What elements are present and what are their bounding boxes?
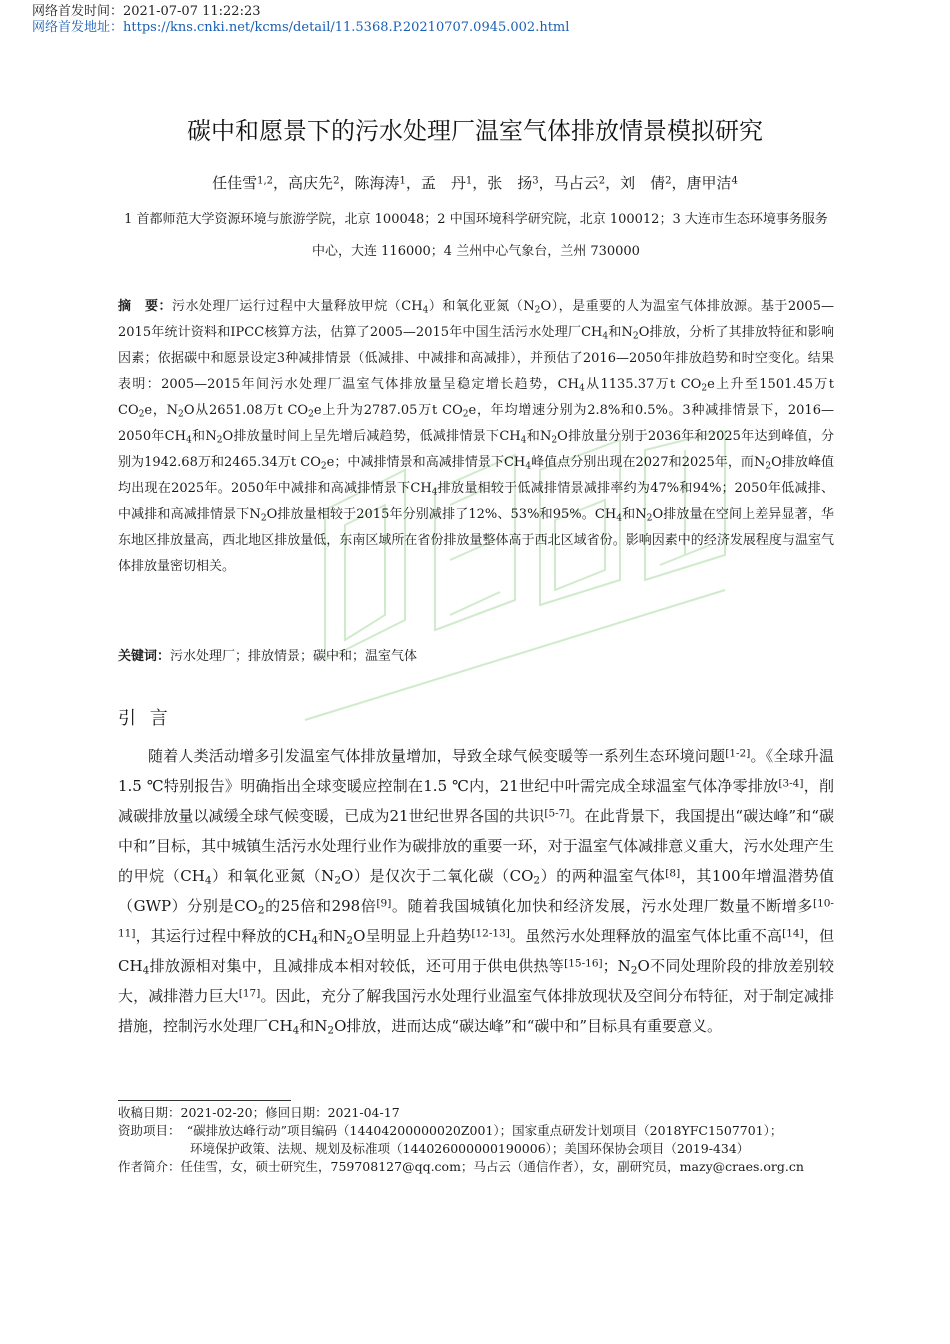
author-separator: ， [405, 174, 421, 192]
author-affiliation-mark: 1 [399, 175, 406, 187]
footnote-dates: 收稿日期：2021-02-20；修回日期：2021-04-17 [118, 1105, 400, 1120]
author-affiliation-mark: 2 [665, 175, 672, 187]
footnote-funding-cont: 环境保护政策、法规、规划及标准项（144026000000190006）；美国环保协会项目（2019-434） [190, 1141, 750, 1156]
publish-url-link[interactable]: https://kns.cnki.net/kcms/detail/11.5368.P.20210707.0945.002.html [123, 20, 570, 35]
author-affiliation-mark: 1 [465, 175, 473, 187]
keywords-label: 关键词： [118, 649, 171, 664]
author-affiliation-mark: 2 [333, 175, 340, 187]
author-name: 陈海涛 [354, 174, 400, 192]
author-separator: ， [273, 174, 289, 192]
footnotes [118, 1104, 834, 1176]
author-separator: ， [605, 174, 621, 192]
footnote-divider [118, 1100, 291, 1101]
footnote-author-bio: 作者简介：任佳雪，女，硕士研究生，759708127@qq.com；马占云（通信作者），女，副研究员，mazy@craes.org.cn [118, 1159, 804, 1174]
author-affiliation-mark: 4 [731, 175, 738, 187]
publish-url[interactable] [32, 20, 569, 36]
author-affiliation-mark: 2 [598, 175, 606, 187]
abstract-text: 污水处理厂运行过程中大量释放甲烷$(CH_4)$和氧化亚氮$(N_2O)$，是重要的人为温室气体排放源。基于2005—2015年统计资料和IPCC核算方法，估算了2005—2015年中国生活污水处理厂$CH_4$和$N_2O$排放，分析了其排放特征和影响因素；依据碳中和愿景设定3种减排情景（低减排、中减排和高减排），并预估了2016—2050年排放趋势和时空变化。结果表明：2005—2015年间污水处理厂温室气体排放量呈稳定增长趋势，$CH_4$从1135.37万t $CO_2e$上升至1501.45万t $CO_2e$，$N_2O$从2651.08万t $CO_2e$上升为2787.05万t $CO_2e$，年均增速分别为2.8%和0.5%。3种减排情景下，2016—2050年$CH_4$和$N_2O$排放量时间上呈先增后减趋势，低减排情景下$CH_4$和$N_2O$排放量分别于2036年和2025年达到峰值，分别为1942.68万和2465.34万t $CO_2e$；中减排情景和高减排情景下$CH_4$峰值点分别出现在2027和2025年，而$N_2O$排放峰值均出现在2025年。2050年中减排和高减排情景下$CH_4$排放量相较于低减排情景减排率约为47%和94%；2050年低减排、中减排和高减排情景下$N_2O$排放量相较于2015年分别减排了12%、53%和95%。$CH_4$和$N_2O$排放量在空间上差异显著，华东地区排放量高，西北地区排放量低，东南区域所在省份排放量整体高于西北区域省份。影响因素中的经济发展程度与温室气体排放量密切相关。 [118, 299, 835, 574]
author-list [0, 171, 950, 195]
introduction-paragraph: 随着人类活动增多引发温室气体排放量增加，导致全球气候变暖等一系列生态环境问题[1-2]。《全球升温1.5 ℃特别报告》明确指出全球变暖应控制在1.5 ℃内，21世纪中叶需完成全球温室气体净零排放[3-4]，削减碳排放量以减缓全球气候变暖，已成为21世纪世界各国的共识[5-7]。在此背景下，我国提出“碳达峰”和“碳中和”目标，其中城镇生活污水处理行业作为碳排放的重要一环，对于温室气体减排意义重大，污水处理产生的甲烷$(CH_4)$和氧化亚氮$(N_2O)$是仅次于二氧化碳$(CO_2)$的两种温室气体[8]，其100年增温潜势值（GWP）分别是$CO_2$的25倍和298倍[9]。随着我国城镇化加快和经济发展，污水处理厂数量不断增多[10-11]，其运行过程中释放的$CH_4$和$N_2O$呈明显上升趋势[12-13]。虽然污水处理释放的温室气体比重不高[14]，但$CH_4$排放源相对集中，且减排成本相对较低，还可用于供电供热等[15-16]；$N_2O$不同处理阶段的排放差别较大，减排潜力巨大[17]。因此，充分了解我国污水处理行业温室气体排放现状及空间分布特征，对于制定减排措施，控制污水处理厂$CH_4$和$N_2O$排放，进而达成“碳达峰”和“碳中和”目标具有重要意义。 [118, 747, 834, 1037]
author-name: 张 扬 [487, 174, 533, 192]
publication-info [32, 4, 569, 36]
footnote-funding: 资助项目： “碳排放达峰行动”项目编码（14404200000020Z001）；国家重点研发计划项目（2018YFC1507701）； [118, 1123, 783, 1138]
author-separator: ， [671, 174, 687, 192]
author-name: 孟 丹 [420, 174, 466, 192]
section-heading-introduction: 引 言 [118, 708, 172, 729]
publish-time-label: 网络首发时间： [32, 4, 124, 19]
affiliations: 1 首都师范大学资源环境与旅游学院，北京 100048；2 中国环境科学研究院，北京 100012；3 大连市生态环境事务服务中心，大连 116000；4 兰州中心气象台，兰州 730000 [124, 212, 828, 259]
abstract [118, 294, 834, 580]
author-name: 刘 倩 [620, 174, 666, 192]
keywords-text: 污水处理厂；排放情景；碳中和；温室气体 [170, 649, 418, 664]
publish-time [32, 4, 569, 20]
author-name: 马占云 [553, 174, 599, 192]
publish-time-value: 2021-07-07 11:22:23 [123, 4, 261, 19]
paper-title: 碳中和愿景下的污水处理厂温室气体排放情景模拟研究 [187, 117, 763, 145]
abstract-label: 摘 要： [118, 299, 172, 314]
publish-url-label: 网络首发地址： [32, 20, 124, 35]
author-name: 唐甲洁 [686, 174, 732, 192]
keywords [118, 646, 834, 668]
author-separator: ， [538, 174, 554, 192]
author-name: 任佳雪 [212, 174, 258, 192]
author-name: 高庆先 [288, 174, 334, 192]
author-separator: ， [472, 174, 488, 192]
author-separator: ， [339, 174, 355, 192]
author-affiliation-mark: 1,2 [257, 175, 274, 187]
author-affiliation-mark: 3 [532, 175, 539, 187]
